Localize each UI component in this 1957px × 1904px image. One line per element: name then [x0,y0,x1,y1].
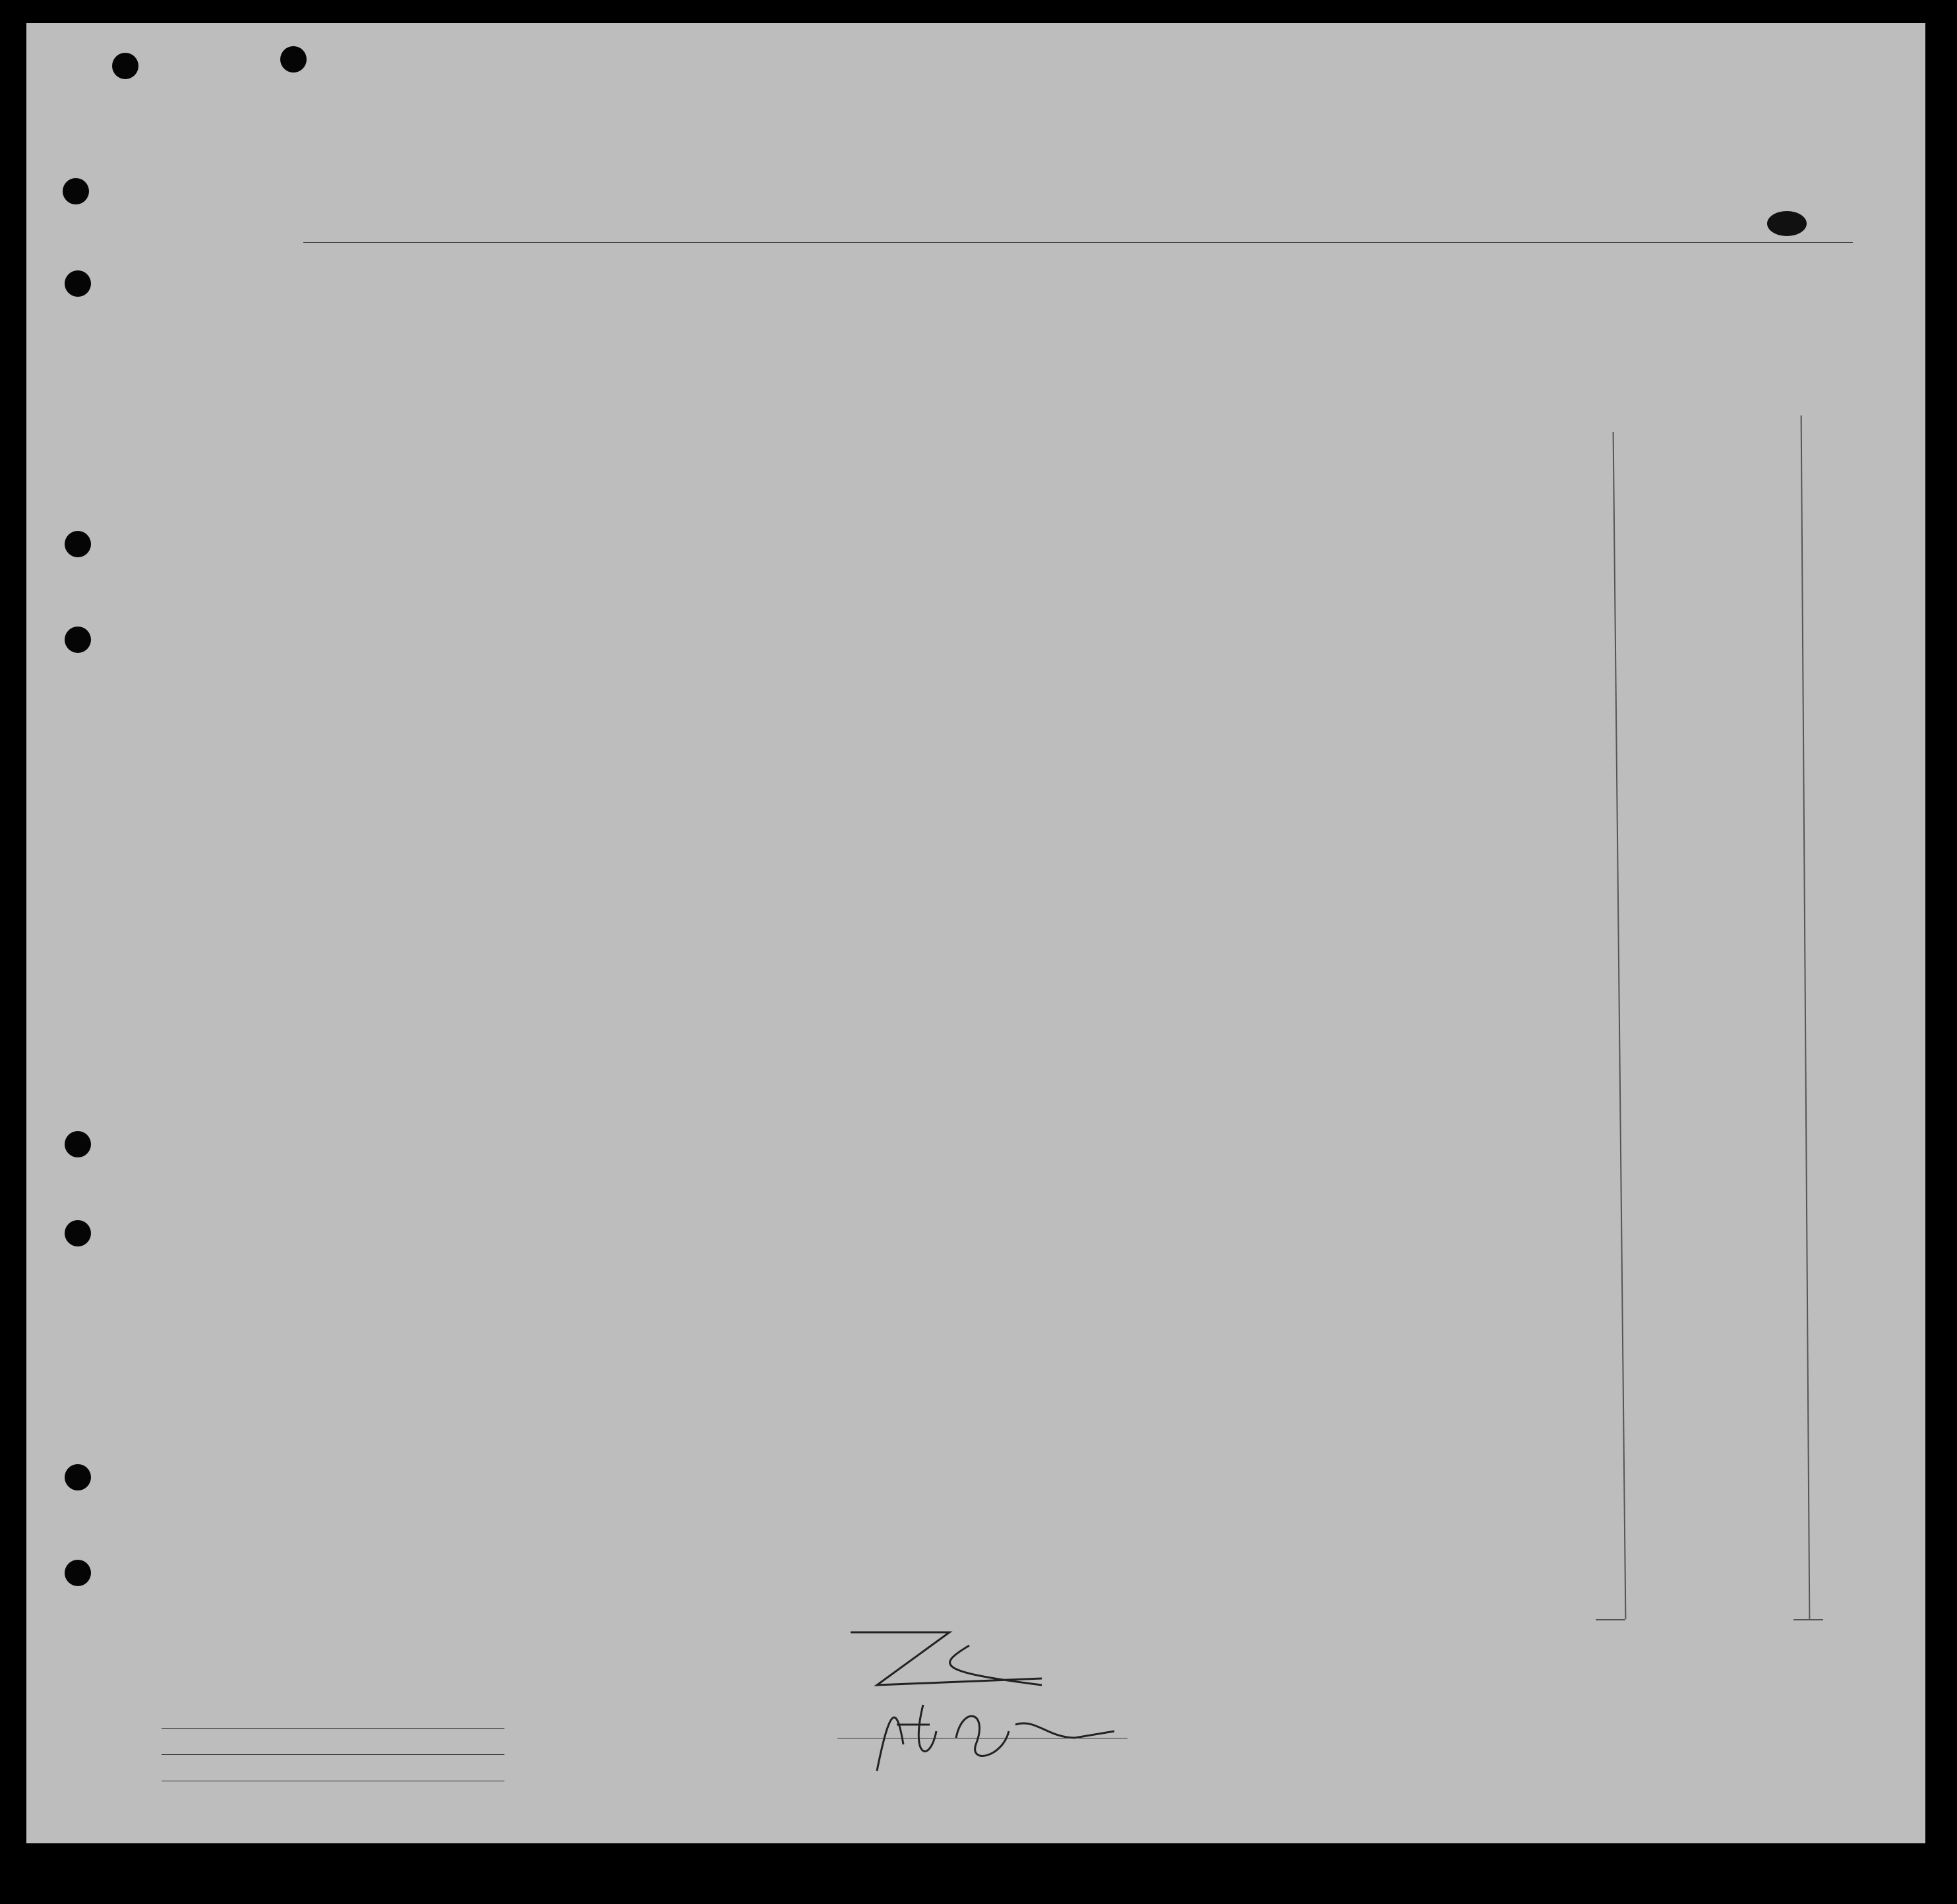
punch-hole-icon [65,627,91,653]
punch-hole-icon [112,53,138,79]
punch-hole-icon [65,1220,91,1246]
punch-hole-icon [65,1464,91,1490]
inspector-signature-icon [837,1626,1134,1784]
punch-hole-icon [65,270,91,297]
manifest-sheet [26,23,1925,1843]
punch-hole-icon [63,178,89,204]
punch-hole-icon [65,1131,91,1157]
ink-blot-icon [1767,211,1807,236]
punch-hole-icon [65,531,91,557]
punch-hole-icon [65,1560,91,1586]
punch-hole-icon [280,46,307,73]
